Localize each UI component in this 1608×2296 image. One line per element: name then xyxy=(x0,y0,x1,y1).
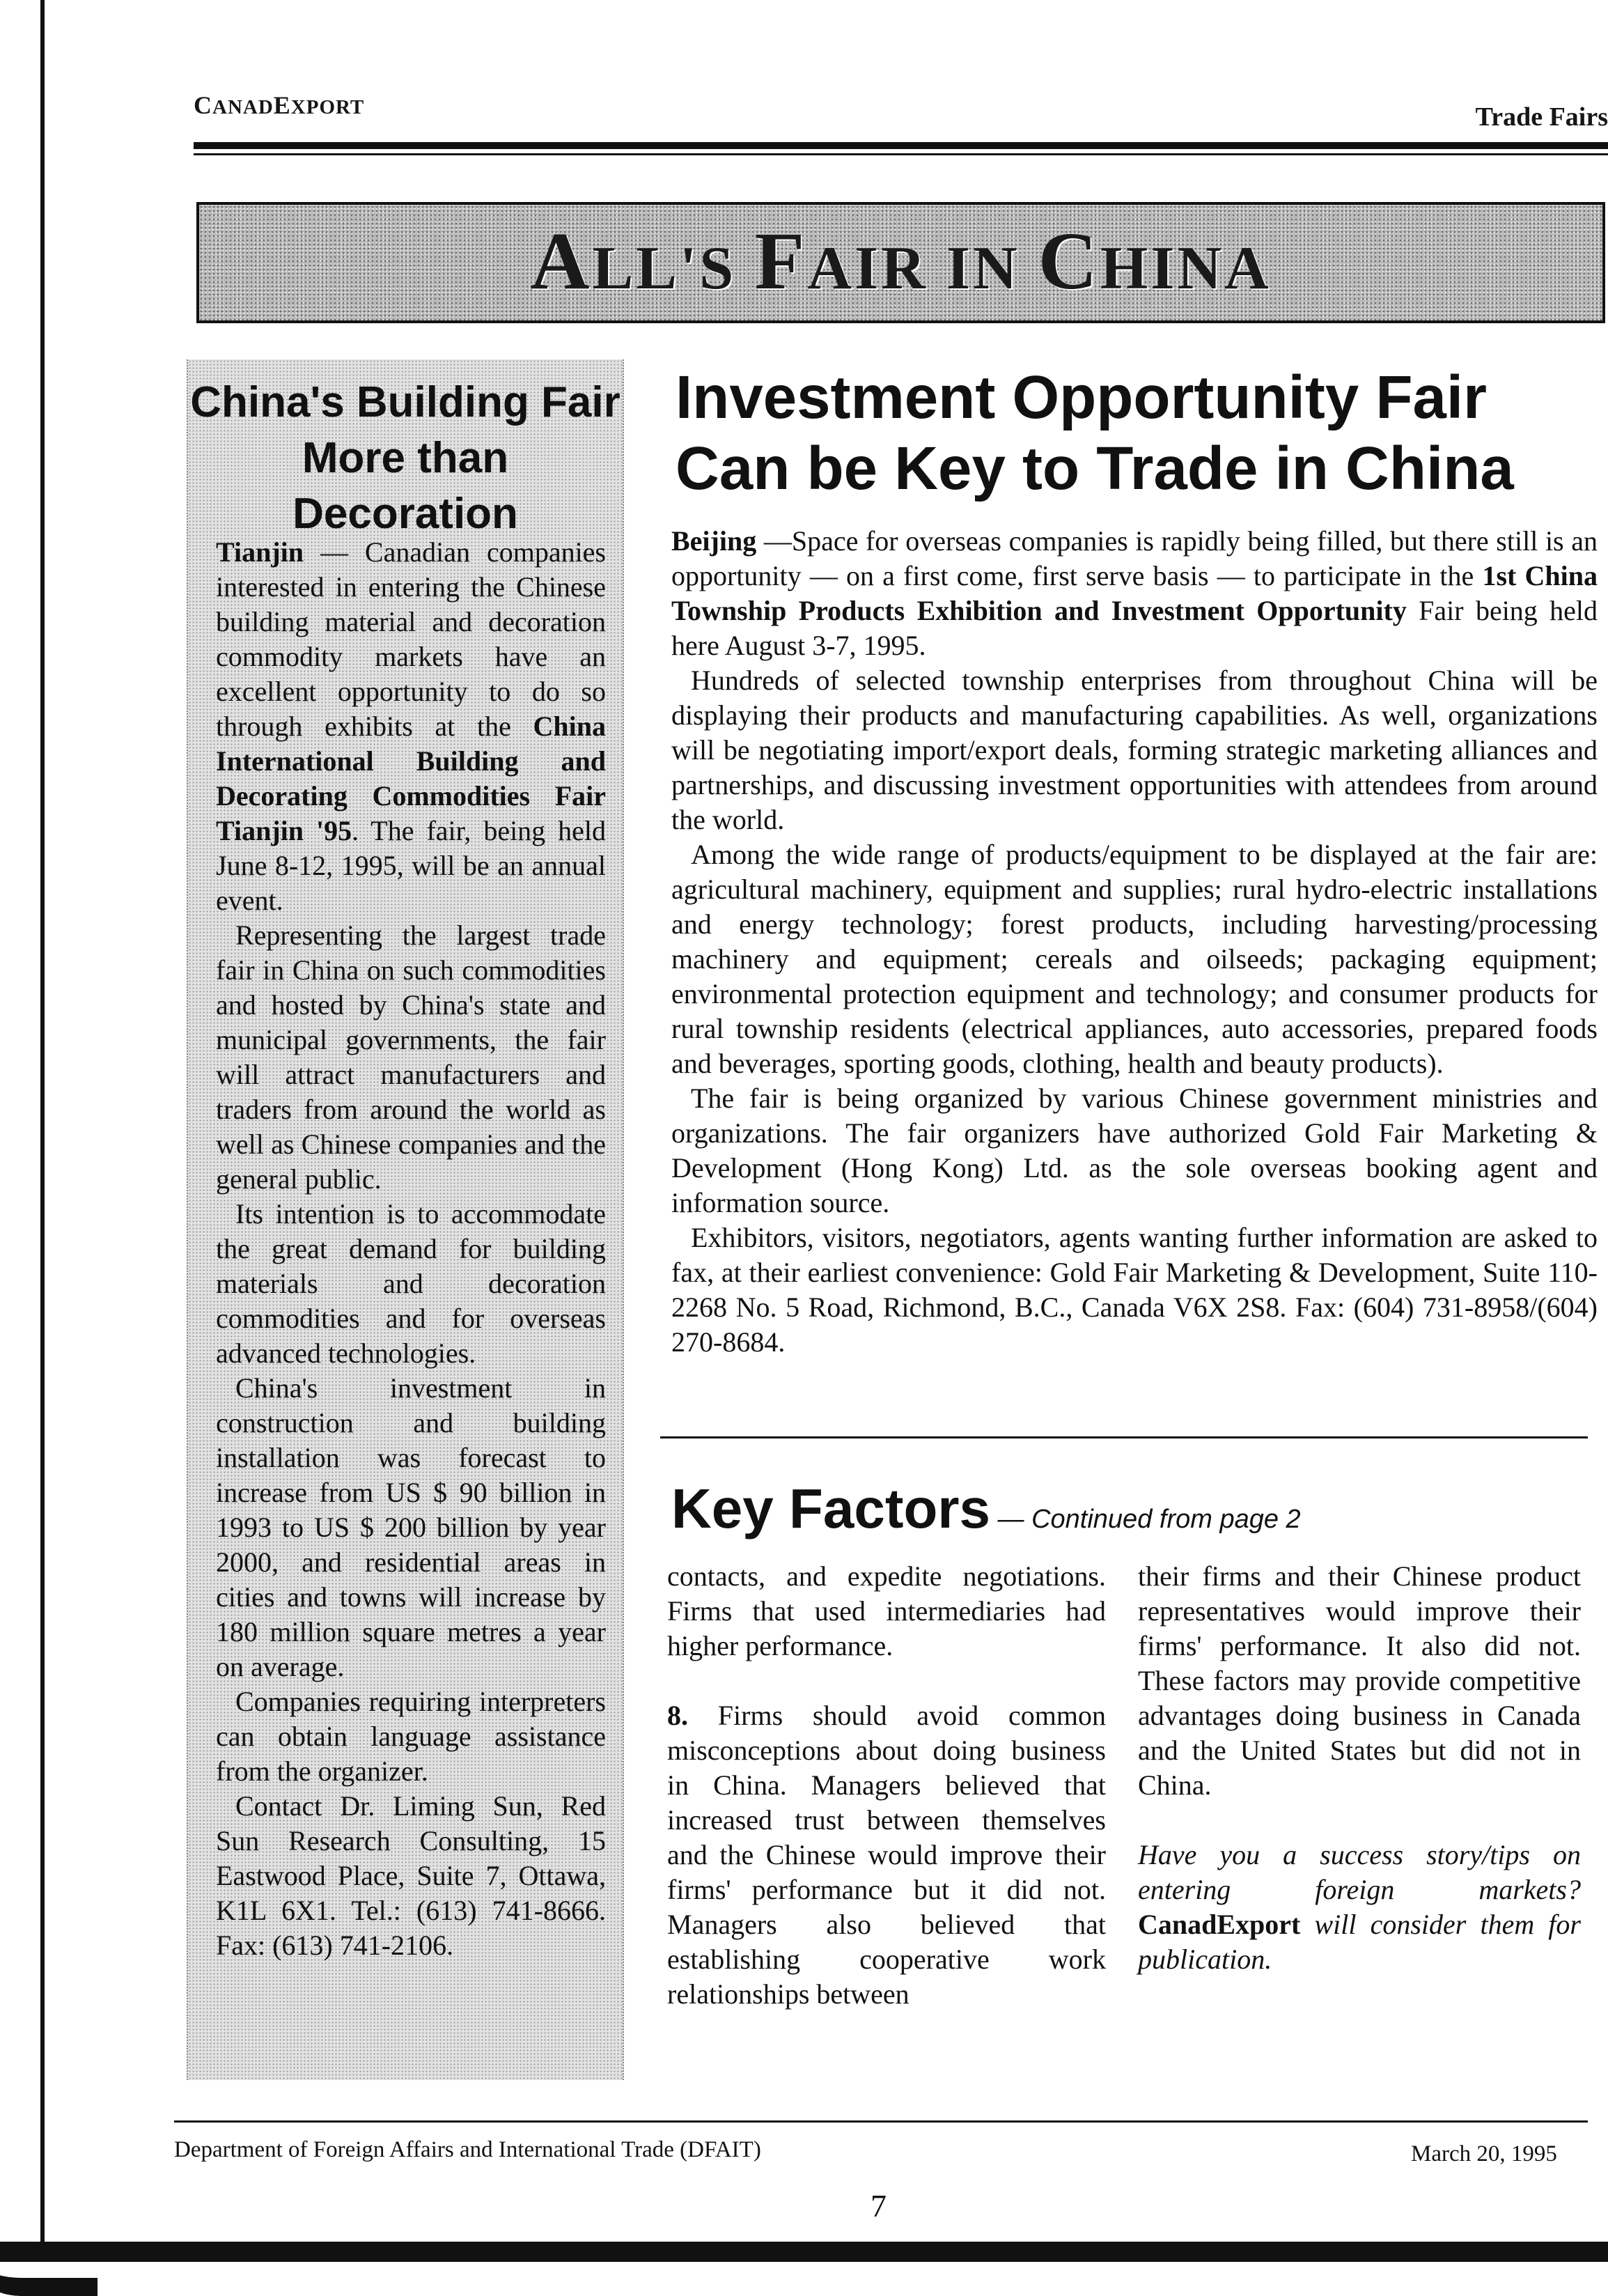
main-article-body xyxy=(671,524,1598,1360)
section-divider xyxy=(660,1436,1588,1438)
footer-department: Department of Foreign Affairs and International Trade (DFAIT) xyxy=(174,2137,761,2162)
sidebar-headline: China's Building Fair More than Decoration xyxy=(190,378,620,538)
main-headline: Investment Opportunity Fair Can be Key to Trade in China xyxy=(676,364,1514,502)
footer-rule xyxy=(174,2120,1588,2123)
header-rule-thick xyxy=(194,142,1608,149)
article-paragraph: Exhibitors, visitors, negotiators, agents wanting further information are asked to fax, at their earliest convenience: Gold Fair Marketing & Development, Suite 110-2268 No. 5 Road, Richmond, B.C., Canada V6X 2S8. Fax: (604) 731-8958/(604) 270-8684. xyxy=(671,1222,1598,1358)
key-factors-paragraph: contacts, and expedite negotiations. Firms that used intermediaries had higher performance. xyxy=(667,1560,1106,1661)
banner-title: ALL'S FAIR IN CHINA xyxy=(530,215,1272,307)
key-factors-column-1 xyxy=(667,1559,1106,2012)
key-factors-column-2 xyxy=(1138,1559,1581,1977)
left-margin-rule xyxy=(40,0,45,2262)
article-paragraph: Among the wide range of products/equipment to be displayed at the fair are: agricultural machinery, equipment and supplies; rural hydro-electric installations and energy technology; forest products, including harvesting/processing machinery and equipment; cereals and oilseeds; packaging equipment; environmental protection equipment and technology; and consumer products for rural township residents (electrical appliances, auto accessories, prepared foods and beverages, sporting goods, clothing, health and beauty products). xyxy=(671,839,1598,1079)
sidebar-body xyxy=(216,535,606,1963)
article-paragraph: Hundreds of selected township enterprises from throughout China will be displaying their products and manufacturing capabilities. As well, organizations will be negotiating import/export deals, forming strategic marketing alliances and partnerships, and discussing investment opportunities with attendees from around the world. xyxy=(671,665,1598,835)
page-number: 7 xyxy=(871,2188,887,2224)
publication-name: CANADEXPORT xyxy=(194,91,365,119)
section-label: Trade Fairs xyxy=(1475,102,1608,132)
sidebar-paragraph: Representing the largest trade fair in China on such commodities and hosted by China's state and municipal governments, the fair will attract manufacturers and traders from around the world as well as Chinese companies and the general public. xyxy=(216,920,606,1195)
sidebar-paragraph: China's investment in construction and building installation was forecast to increase from US $ 90 billion in 1993 to US $ 200 billion by year 2000, and residential areas in cities and towns will increase by 180 million square metres a year on average. xyxy=(216,1372,606,1682)
sidebar-paragraph: Tianjin — Canadian companies interested in entering the Chinese building material and decoration commodity markets have an excellent opportunity to do so through exhibits at the China International Building and Decorating Commodities Fair Tianjin '95. The fair, being held June 8-12, 1995, will be an annual event. xyxy=(216,536,607,916)
key-factors-paragraph: their firms and their Chinese product representatives would improve their firms' performance. It also did not. These factors may provide competitive advantages doing business in Canada and the United States but did not in China. xyxy=(1138,1560,1581,1801)
bottom-edge-bar xyxy=(0,2242,1608,2262)
sidebar-paragraph: Companies requiring interpreters can obtain language assistance from the organizer. xyxy=(216,1686,606,1787)
banner xyxy=(196,202,1605,323)
article-paragraph: The fair is being organized by various Chinese government ministries and organizations. The fair organizers have authorized Gold Fair Marketing & Development (Hong Kong) Ltd. as the sole overseas booking agent and information source. xyxy=(671,1083,1598,1218)
sidebar-article xyxy=(187,359,624,2080)
sidebar-paragraph: Contact Dr. Liming Sun, Red Sun Research Consulting, 15 Eastwood Place, Suite 7, Ottawa, K1L 6X1. Tel.: (613) 741-8666. Fax: (613) 741-2106. xyxy=(216,1790,606,1961)
key-factors-paragraph: 8. Firms should avoid common misconceptions about doing business in China. Managers believed that increased trust between themselves and the Chinese would improve their firms' performance but it did not. Managers also believed that establishing cooperative work relationships between xyxy=(667,1700,1106,2010)
key-factors-heading: Key Factors — Continued from page 2 xyxy=(671,1477,1301,1539)
footer-date: March 20, 1995 xyxy=(1411,2141,1557,2166)
submission-callout: Have you a success story/tips on entering foreign markets? CanadExport will consider them for publication. xyxy=(1138,1839,1581,1975)
header-rule-thin xyxy=(194,153,1608,155)
article-paragraph: Beijing —Space for overseas companies is rapidly being filled, but there still is an opportunity — on a first come, first serve basis — to participate in the 1st China Township Products Exhibition and Investment Opportunity Fair being held here August 3-7, 1995. xyxy=(671,525,1598,661)
sidebar-paragraph: Its intention is to accommodate the great demand for building materials and decoration commodities and for overseas advanced technologies. xyxy=(216,1198,606,1369)
